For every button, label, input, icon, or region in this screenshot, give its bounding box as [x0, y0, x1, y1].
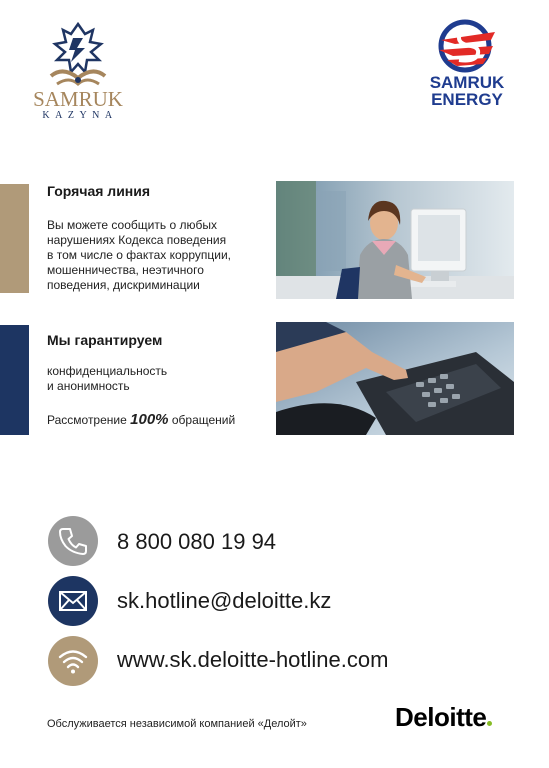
guarantee-title: Мы гарантируем: [47, 332, 163, 348]
hotline-text-line: мошенничества, неэтичного: [47, 263, 204, 277]
energy-logo-line1: SAMRUK: [429, 73, 505, 92]
guarantee-text-line: конфиденциальность: [47, 364, 168, 378]
samruk-energy-emblem-icon: [435, 18, 499, 74]
review-suffix: обращений: [171, 413, 236, 427]
phone-number[interactable]: 8 800 080 19 94: [117, 529, 277, 554]
guarantee-description: [47, 364, 262, 394]
samruk-kazyna-emblem-icon: [43, 20, 113, 88]
website-link[interactable]: www.sk.deloitte-hotline.com: [117, 647, 389, 672]
hotline-title: Горячая линия: [47, 183, 151, 199]
guarantee-review-line: [47, 412, 262, 428]
hotline-text-line: Вы можете сообщить о любых: [47, 218, 217, 232]
hotline-text-line: в том числе о фактах коррупции,: [47, 248, 231, 262]
kazyna-logo-sub: KAZYNA: [42, 110, 118, 121]
energy-logo-line2: ENERGY: [431, 90, 503, 109]
hotline-description: [47, 218, 262, 293]
deloitte-logo-text: Deloitte: [395, 702, 487, 732]
hotline-text-line: нарушениях Кодекса поведения: [47, 233, 227, 247]
email-link[interactable]: sk.hotline@deloitte.kz: [117, 588, 332, 613]
guarantee-accent-bar: [0, 325, 29, 435]
footer-service-note: Обслуживается независимой компанией «Делойт»: [47, 718, 307, 730]
hand-dialing-phone-photo: [276, 322, 514, 435]
woman-at-computer-photo: [276, 181, 514, 299]
kazyna-logo-name: SAMRUK: [33, 87, 123, 111]
deloitte-dot-icon: [487, 721, 492, 726]
deloitte-logo: [395, 702, 492, 733]
envelope-icon: [48, 576, 98, 626]
phone-icon: [48, 516, 98, 566]
guarantee-text-line: и анонимность: [47, 379, 130, 393]
hotline-accent-bar: [0, 184, 29, 293]
samruk-energy-logo: [414, 18, 520, 114]
wifi-icon: [48, 636, 98, 686]
hotline-text-line: поведения, дискриминации: [47, 278, 200, 292]
samruk-kazyna-logo: [28, 20, 128, 130]
review-percent: 100%: [130, 411, 169, 428]
review-prefix: Рассмотрение: [47, 413, 127, 427]
